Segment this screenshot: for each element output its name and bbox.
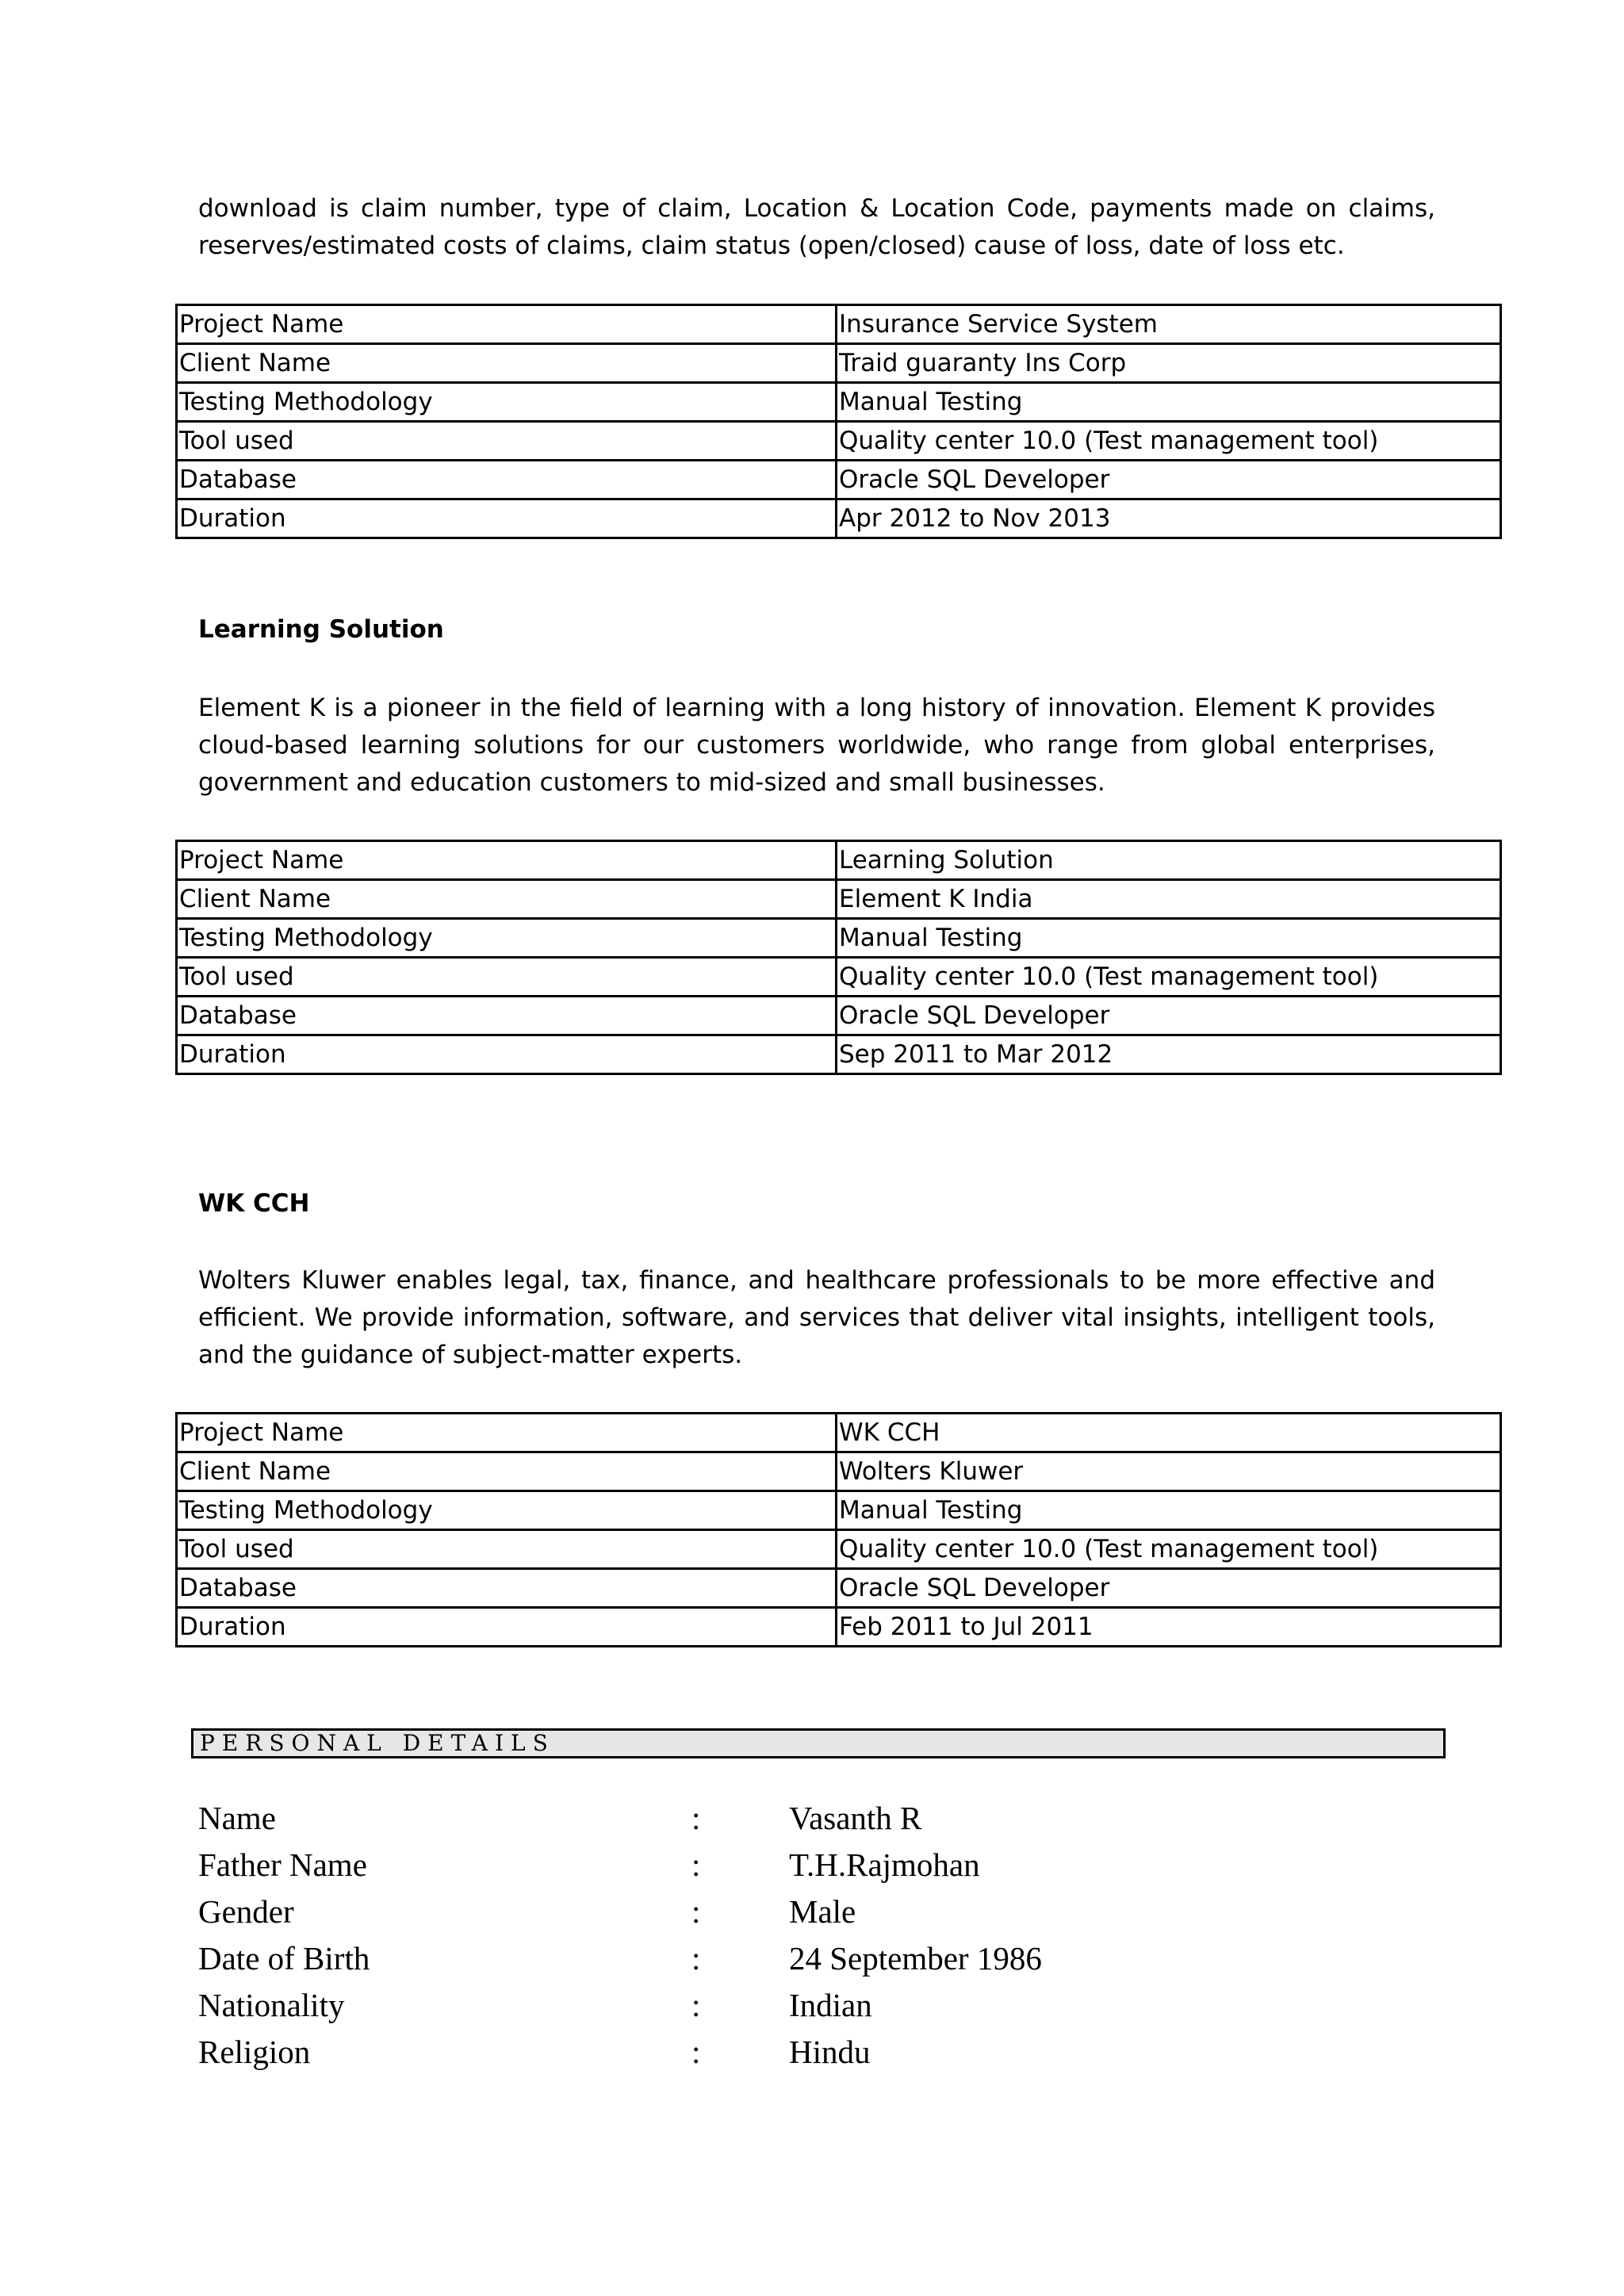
row-value: Feb 2011 to Jul 2011 — [837, 1608, 1501, 1647]
wk-cch-description: Wolters Kluwer enables legal, tax, finance, and healthcare professionals to be more effective and efficient. We provide information, software, and services that deliver vital insights, intelligent tools, and the guidance of subject-matter experts. — [198, 1266, 1435, 1369]
detail-separator: : — [691, 2034, 701, 2070]
row-label: Project Name — [177, 841, 837, 880]
row-value: Quality center 10.0 (Test management tool) — [837, 958, 1501, 997]
row-value: Quality center 10.0 (Test management tool) — [837, 1530, 1501, 1569]
table-row — [177, 422, 1501, 461]
row-value: WK CCH — [837, 1414, 1501, 1452]
detail-separator: : — [691, 1846, 701, 1883]
row-label: Project Name — [177, 1414, 837, 1452]
row-label: Client Name — [177, 1452, 837, 1491]
row-value: Wolters Kluwer — [837, 1452, 1501, 1491]
row-label: Database — [177, 997, 837, 1035]
detail-separator: : — [691, 1940, 701, 1976]
row-label: Tool used — [177, 422, 837, 461]
row-value: Manual Testing — [837, 919, 1501, 958]
row-value: Insurance Service System — [837, 305, 1501, 344]
table-row — [177, 383, 1501, 422]
row-value: Oracle SQL Developer — [837, 461, 1501, 499]
detail-separator: : — [691, 1893, 701, 1930]
detail-value: T.H.Rajmohan — [789, 1846, 980, 1883]
row-label: Tool used — [177, 958, 837, 997]
table-row — [177, 1608, 1501, 1647]
row-label: Duration — [177, 499, 837, 538]
claims-download-paragraph: download is claim number, type of claim, Location & Location Code, payments made on claims, reserves/estimated costs of claims, claim status (open/closed) cause of loss, date of loss etc. — [198, 194, 1435, 260]
table-row — [177, 1414, 1501, 1452]
project-table-learning-solution — [175, 840, 1502, 1075]
table-row — [177, 305, 1501, 344]
row-value: Manual Testing — [837, 383, 1501, 422]
section-heading-learning-solution: Learning Solution — [198, 615, 444, 644]
row-label: Database — [177, 461, 837, 499]
row-value: Sep 2011 to Mar 2012 — [837, 1035, 1501, 1074]
table-row — [177, 499, 1501, 538]
row-label: Tool used — [177, 1530, 837, 1569]
row-value: Element K India — [837, 880, 1501, 919]
detail-value: Indian — [789, 1987, 872, 2023]
detail-label: Gender — [198, 1893, 294, 1930]
detail-label: Father Name — [198, 1846, 367, 1883]
table-row — [177, 1569, 1501, 1608]
row-value: Learning Solution — [837, 841, 1501, 880]
table-row — [177, 461, 1501, 499]
row-value: Oracle SQL Developer — [837, 997, 1501, 1035]
row-value: Quality center 10.0 (Test management tool) — [837, 422, 1501, 461]
row-label: Duration — [177, 1035, 837, 1074]
row-value: Oracle SQL Developer — [837, 1569, 1501, 1608]
table-row — [177, 997, 1501, 1035]
project-table-insurance — [175, 304, 1502, 539]
table-row — [177, 958, 1501, 997]
row-value: Manual Testing — [837, 1491, 1501, 1530]
personal-details-header: PERSONAL DETAILS — [191, 1728, 1446, 1758]
table-row — [177, 919, 1501, 958]
table-row — [177, 1452, 1501, 1491]
detail-value: Vasanth R — [789, 1800, 922, 1836]
detail-separator: : — [691, 1987, 701, 2023]
table-row — [177, 841, 1501, 880]
detail-label: Date of Birth — [198, 1940, 370, 1976]
row-value: Traid guaranty Ins Corp — [837, 344, 1501, 383]
detail-separator: : — [691, 1800, 701, 1836]
detail-label: Nationality — [198, 1987, 345, 2023]
detail-value: Hindu — [789, 2034, 871, 2070]
detail-label: Name — [198, 1800, 276, 1836]
detail-value: Male — [789, 1893, 856, 1930]
row-value: Apr 2012 to Nov 2013 — [837, 499, 1501, 538]
table-row — [177, 344, 1501, 383]
detail-value: 24 September 1986 — [789, 1940, 1042, 1976]
row-label: Duration — [177, 1608, 837, 1647]
table-row — [177, 880, 1501, 919]
section-heading-wk-cch: WK CCH — [198, 1189, 310, 1218]
project-table-wk-cch — [175, 1412, 1502, 1647]
row-label: Testing Methodology — [177, 1491, 837, 1530]
table-row — [177, 1530, 1501, 1569]
row-label: Testing Methodology — [177, 919, 837, 958]
learning-solution-description: Element K is a pioneer in the field of learning with a long history of innovation. Element K provides cloud-based learning solutions for our customers worldwide, who range from global enterprises, government and education customers to mid-sized and small businesses. — [198, 694, 1435, 797]
row-label: Database — [177, 1569, 837, 1608]
row-label: Project Name — [177, 305, 837, 344]
detail-label: Religion — [198, 2034, 311, 2070]
row-label: Client Name — [177, 344, 837, 383]
row-label: Client Name — [177, 880, 837, 919]
table-row — [177, 1035, 1501, 1074]
table-row — [177, 1491, 1501, 1530]
row-label: Testing Methodology — [177, 383, 837, 422]
